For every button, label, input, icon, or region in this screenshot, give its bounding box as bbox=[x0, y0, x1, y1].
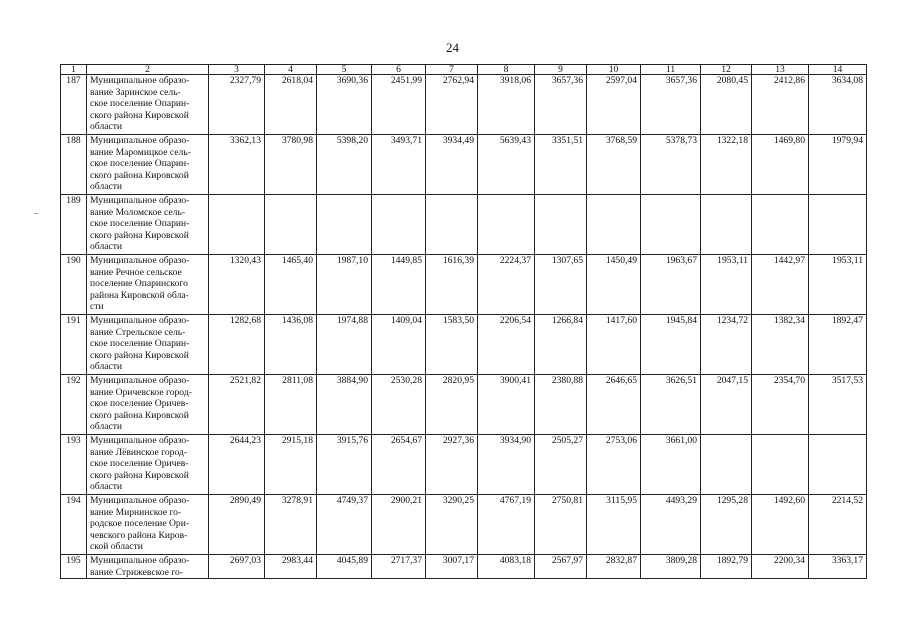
header-cell: 10 bbox=[587, 65, 641, 75]
value-cell: 2697,03 bbox=[209, 555, 265, 579]
value-cell: 3115,95 bbox=[587, 495, 641, 555]
value-cell: 2567,97 bbox=[535, 555, 587, 579]
value-cell: 1974,88 bbox=[317, 315, 372, 375]
row-number-cell: 189 bbox=[61, 195, 87, 255]
municipality-name-line: родское поселение Ори- bbox=[90, 518, 190, 530]
municipality-name-line: Муниципальное образо- bbox=[90, 495, 190, 506]
value-cell: 2717,37 bbox=[372, 555, 426, 579]
value-cell: 2530,28 bbox=[372, 375, 426, 435]
municipality-name-line: Муниципальное образо- bbox=[90, 255, 190, 266]
value-cell: 2327,79 bbox=[209, 75, 265, 135]
municipality-name-cell bbox=[87, 495, 209, 555]
value-cell: 5378,73 bbox=[641, 135, 701, 195]
value-cell bbox=[752, 435, 809, 495]
value-cell: 3690,36 bbox=[317, 75, 372, 135]
value-cell: 2820,95 bbox=[426, 375, 478, 435]
value-cell: 3493,71 bbox=[372, 135, 426, 195]
municipality-name-line: Муниципальное образо- bbox=[90, 195, 190, 206]
municipality-name-line: ское поселение Оричев- bbox=[90, 458, 189, 470]
value-cell: 3363,17 bbox=[809, 555, 867, 579]
data-table bbox=[60, 64, 867, 579]
value-cell: 1963,67 bbox=[641, 255, 701, 315]
value-cell: 3768,59 bbox=[587, 135, 641, 195]
value-cell: 4767,19 bbox=[478, 495, 535, 555]
municipality-name-line: сти bbox=[90, 301, 104, 313]
header-cell: 3 bbox=[209, 65, 265, 75]
municipality-name-line: Муниципальное образо- bbox=[90, 75, 190, 86]
table-row bbox=[61, 555, 867, 579]
table-row bbox=[61, 435, 867, 495]
row-number-cell: 193 bbox=[61, 435, 87, 495]
municipality-name-line: вание Заринское сель- bbox=[90, 86, 181, 98]
value-cell: 2983,44 bbox=[265, 555, 317, 579]
value-cell: 2521,82 bbox=[209, 375, 265, 435]
value-cell bbox=[701, 435, 752, 495]
value-cell: 2750,81 bbox=[535, 495, 587, 555]
table-row bbox=[61, 135, 867, 195]
municipality-name-line: района Кировской обла- bbox=[90, 289, 189, 301]
value-cell: 3362,13 bbox=[209, 135, 265, 195]
row-number-cell: 192 bbox=[61, 375, 87, 435]
value-cell: 2644,23 bbox=[209, 435, 265, 495]
value-cell: 1449,85 bbox=[372, 255, 426, 315]
municipality-name-line: ского района Кировской bbox=[90, 469, 189, 481]
value-cell: 2214,52 bbox=[809, 495, 867, 555]
municipality-name-cell bbox=[87, 75, 209, 135]
margin-mark: – bbox=[34, 208, 39, 218]
value-cell bbox=[641, 195, 701, 255]
municipality-name-line: области bbox=[90, 481, 123, 493]
value-cell: 2224,37 bbox=[478, 255, 535, 315]
value-cell: 2354,70 bbox=[752, 375, 809, 435]
municipality-name-line: области bbox=[90, 181, 123, 193]
value-cell: 3809,28 bbox=[641, 555, 701, 579]
value-cell: 4749,37 bbox=[317, 495, 372, 555]
value-cell: 2654,67 bbox=[372, 435, 426, 495]
municipality-name-line: области bbox=[90, 361, 123, 373]
header-cell: 2 bbox=[87, 65, 209, 75]
value-cell: 2597,04 bbox=[587, 75, 641, 135]
value-cell: 1953,11 bbox=[701, 255, 752, 315]
municipality-name-line: ского района Кировской bbox=[90, 409, 189, 421]
municipality-name-line: Муниципальное образо- bbox=[90, 375, 190, 386]
row-number-cell: 194 bbox=[61, 495, 87, 555]
value-cell: 2900,21 bbox=[372, 495, 426, 555]
value-cell: 1417,60 bbox=[587, 315, 641, 375]
municipality-name-line: ское поселение Опарин- bbox=[90, 338, 190, 350]
value-cell: 2505,27 bbox=[535, 435, 587, 495]
municipality-name-line: ской области bbox=[90, 541, 143, 553]
row-number-cell: 191 bbox=[61, 315, 87, 375]
value-cell: 1892,79 bbox=[701, 555, 752, 579]
value-cell: 2451,99 bbox=[372, 75, 426, 135]
table-row bbox=[61, 315, 867, 375]
municipality-name-cell bbox=[87, 135, 209, 195]
value-cell: 1953,11 bbox=[809, 255, 867, 315]
value-cell bbox=[535, 195, 587, 255]
municipality-name-line: Муниципальное образо- bbox=[90, 315, 190, 326]
value-cell: 3007,17 bbox=[426, 555, 478, 579]
value-cell: 2618,04 bbox=[265, 75, 317, 135]
table-row bbox=[61, 255, 867, 315]
municipality-name-line: ское поселение Опарин- bbox=[90, 98, 190, 110]
municipality-name-cell bbox=[87, 375, 209, 435]
value-cell: 2890,49 bbox=[209, 495, 265, 555]
value-cell bbox=[752, 195, 809, 255]
value-cell: 5639,43 bbox=[478, 135, 535, 195]
header-cell: 6 bbox=[372, 65, 426, 75]
value-cell: 1409,04 bbox=[372, 315, 426, 375]
municipality-name-line: ское поселение Опарин- bbox=[90, 158, 190, 170]
municipality-name-cell bbox=[87, 555, 209, 579]
value-cell: 3934,90 bbox=[478, 435, 535, 495]
value-cell: 2915,18 bbox=[265, 435, 317, 495]
value-cell: 2753,06 bbox=[587, 435, 641, 495]
municipality-name-line: вание Моломское сель- bbox=[90, 206, 186, 218]
value-cell: 1442,97 bbox=[752, 255, 809, 315]
value-cell: 2206,54 bbox=[478, 315, 535, 375]
header-cell: 14 bbox=[809, 65, 867, 75]
header-cell: 12 bbox=[701, 65, 752, 75]
header-row bbox=[61, 65, 867, 75]
municipality-name-line: вание Маромицкое сель- bbox=[90, 146, 191, 158]
table-row bbox=[61, 75, 867, 135]
value-cell: 1465,40 bbox=[265, 255, 317, 315]
municipality-name-line: ского района Кировской bbox=[90, 349, 189, 361]
value-cell: 1892,47 bbox=[809, 315, 867, 375]
value-cell: 2200,34 bbox=[752, 555, 809, 579]
value-cell: 1583,50 bbox=[426, 315, 478, 375]
value-cell bbox=[317, 195, 372, 255]
header-cell: 13 bbox=[752, 65, 809, 75]
value-cell: 2380,88 bbox=[535, 375, 587, 435]
value-cell bbox=[809, 435, 867, 495]
value-cell: 3278,91 bbox=[265, 495, 317, 555]
header-cell: 9 bbox=[535, 65, 587, 75]
header-cell: 8 bbox=[478, 65, 535, 75]
municipality-name-line: ского района Кировской bbox=[90, 229, 189, 241]
value-cell: 1987,10 bbox=[317, 255, 372, 315]
value-cell: 2927,36 bbox=[426, 435, 478, 495]
value-cell: 1492,60 bbox=[752, 495, 809, 555]
page-number: 24 bbox=[446, 40, 459, 55]
value-cell: 2047,15 bbox=[701, 375, 752, 435]
value-cell: 3517,53 bbox=[809, 375, 867, 435]
municipality-name-line: поселение Опаринского bbox=[90, 278, 188, 290]
value-cell bbox=[209, 195, 265, 255]
value-cell: 3634,08 bbox=[809, 75, 867, 135]
municipality-name-line: вание Стрижевское го- bbox=[90, 566, 184, 578]
municipality-name-line: Муниципальное образо- bbox=[90, 435, 190, 446]
value-cell: 1945,84 bbox=[641, 315, 701, 375]
municipality-name-line: чевского района Киров- bbox=[90, 529, 188, 541]
header-cell: 11 bbox=[641, 65, 701, 75]
value-cell bbox=[426, 195, 478, 255]
value-cell bbox=[265, 195, 317, 255]
header-cell: 5 bbox=[317, 65, 372, 75]
row-number-cell: 190 bbox=[61, 255, 87, 315]
header-cell: 1 bbox=[61, 65, 87, 75]
value-cell: 2832,87 bbox=[587, 555, 641, 579]
value-cell: 1295,28 bbox=[701, 495, 752, 555]
value-cell: 1436,08 bbox=[265, 315, 317, 375]
municipality-name-line: ское поселение Оричев- bbox=[90, 398, 189, 410]
value-cell: 2646,65 bbox=[587, 375, 641, 435]
value-cell: 1282,68 bbox=[209, 315, 265, 375]
value-cell: 5398,20 bbox=[317, 135, 372, 195]
value-cell: 3915,76 bbox=[317, 435, 372, 495]
value-cell: 2811,08 bbox=[265, 375, 317, 435]
value-cell: 1382,34 bbox=[752, 315, 809, 375]
municipality-name-line: Муниципальное образо- bbox=[90, 555, 190, 566]
value-cell: 3657,36 bbox=[535, 75, 587, 135]
value-cell: 2080,45 bbox=[701, 75, 752, 135]
value-cell: 3661,00 bbox=[641, 435, 701, 495]
municipality-name-line: области bbox=[90, 241, 123, 253]
value-cell: 3626,51 bbox=[641, 375, 701, 435]
value-cell: 1616,39 bbox=[426, 255, 478, 315]
value-cell bbox=[701, 195, 752, 255]
value-cell bbox=[809, 195, 867, 255]
value-cell: 4493,29 bbox=[641, 495, 701, 555]
municipality-name-line: области bbox=[90, 421, 123, 433]
row-number-cell: 187 bbox=[61, 75, 87, 135]
value-cell: 1450,49 bbox=[587, 255, 641, 315]
municipality-name-cell bbox=[87, 255, 209, 315]
row-number-cell: 195 bbox=[61, 555, 87, 579]
value-cell: 2762,94 bbox=[426, 75, 478, 135]
value-cell bbox=[478, 195, 535, 255]
municipality-name-line: вание Оричевское город- bbox=[90, 386, 192, 398]
value-cell: 1234,72 bbox=[701, 315, 752, 375]
header-cell: 4 bbox=[265, 65, 317, 75]
value-cell: 3657,36 bbox=[641, 75, 701, 135]
municipality-name-cell bbox=[87, 435, 209, 495]
value-cell: 3780,98 bbox=[265, 135, 317, 195]
municipality-name-line: вание Лёвинское город- bbox=[90, 446, 188, 458]
row-number-cell: 188 bbox=[61, 135, 87, 195]
value-cell: 4045,89 bbox=[317, 555, 372, 579]
municipality-name-line: вание Мирнинское го- bbox=[90, 506, 182, 518]
municipality-name-cell bbox=[87, 195, 209, 255]
value-cell: 3918,06 bbox=[478, 75, 535, 135]
value-cell bbox=[372, 195, 426, 255]
table-row bbox=[61, 195, 867, 255]
value-cell: 1320,43 bbox=[209, 255, 265, 315]
municipality-name-line: области bbox=[90, 121, 123, 133]
municipality-name-line: вание Стрельское сель- bbox=[90, 326, 186, 338]
header-cell: 7 bbox=[426, 65, 478, 75]
municipality-name-line: вание Речное сельское bbox=[90, 266, 182, 278]
value-cell: 4083,18 bbox=[478, 555, 535, 579]
municipality-name-line: ского района Кировской bbox=[90, 169, 189, 181]
value-cell: 3884,90 bbox=[317, 375, 372, 435]
value-cell: 1266,84 bbox=[535, 315, 587, 375]
municipality-name-line: Муниципальное образо- bbox=[90, 135, 190, 146]
value-cell: 3900,41 bbox=[478, 375, 535, 435]
value-cell: 1469,80 bbox=[752, 135, 809, 195]
value-cell: 1979,94 bbox=[809, 135, 867, 195]
value-cell: 3934,49 bbox=[426, 135, 478, 195]
table-row bbox=[61, 375, 867, 435]
municipality-name-line: ское поселение Опарин- bbox=[90, 218, 190, 230]
value-cell: 3290,25 bbox=[426, 495, 478, 555]
value-cell: 2412,86 bbox=[752, 75, 809, 135]
municipality-name-line: ского района Кировской bbox=[90, 109, 189, 121]
value-cell: 3351,51 bbox=[535, 135, 587, 195]
municipality-name-cell bbox=[87, 315, 209, 375]
value-cell: 1307,65 bbox=[535, 255, 587, 315]
value-cell bbox=[587, 195, 641, 255]
value-cell: 1322,18 bbox=[701, 135, 752, 195]
table-row bbox=[61, 495, 867, 555]
